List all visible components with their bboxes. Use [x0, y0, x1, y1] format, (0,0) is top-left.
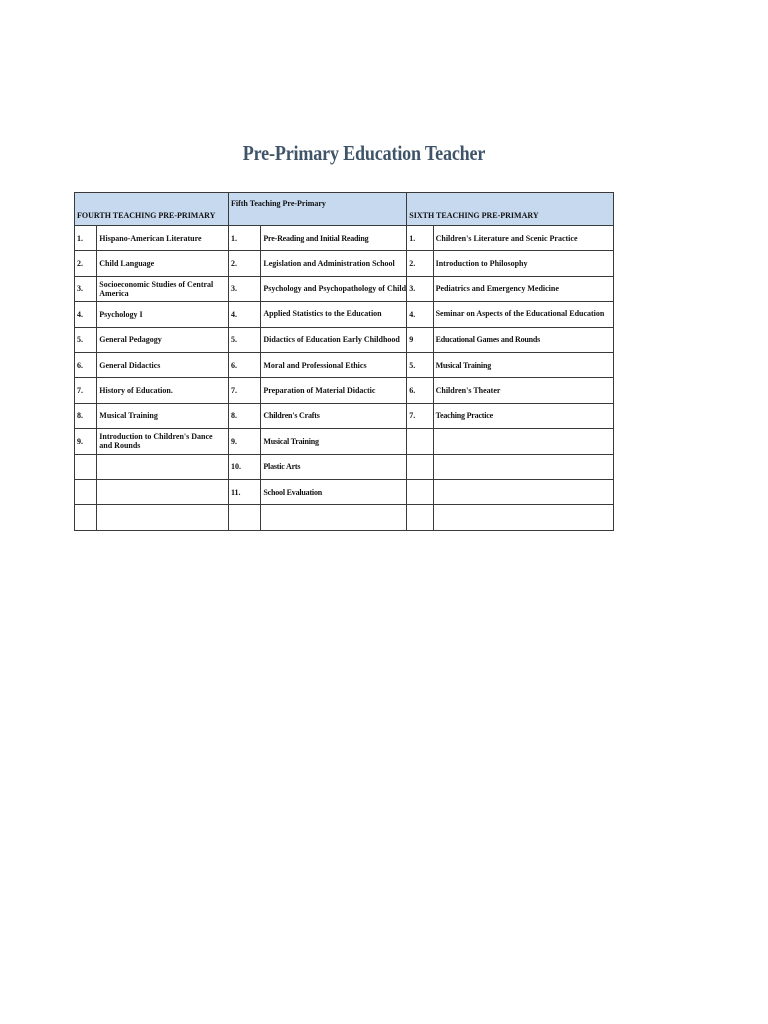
fourth-number	[75, 505, 97, 530]
table-row	[75, 429, 614, 454]
fifth-number: 5.	[228, 327, 260, 352]
table-row	[75, 479, 614, 504]
fifth-number: 10.	[228, 454, 260, 479]
sixth-subject	[433, 479, 613, 504]
fifth-number: 8.	[228, 403, 260, 428]
fifth-subject: Legislation and Administration School	[261, 251, 407, 276]
fifth-subject: Preparation of Material Didactic	[261, 378, 407, 403]
table-row	[75, 454, 614, 479]
fifth-number: 3.	[228, 276, 260, 301]
fourth-subject: Socioeconomic Studies of Central America	[97, 276, 229, 301]
sixth-subject: Educational Games and Rounds	[433, 327, 613, 352]
fourth-number: 9.	[75, 429, 97, 454]
fifth-number	[228, 505, 260, 530]
fourth-subject: Child Language	[97, 251, 229, 276]
fourth-subject	[97, 454, 229, 479]
fourth-number: 4.	[75, 302, 97, 327]
page-title: Pre-Primary Education Teacher	[242, 141, 486, 165]
header-sixth-teaching: SIXTH TEACHING PRE-PRIMARY	[407, 193, 614, 226]
fourth-subject: Hispano-American Literature	[97, 226, 229, 251]
fourth-number: 8.	[75, 403, 97, 428]
table-row	[75, 302, 614, 327]
sixth-subject: Musical Training	[433, 352, 613, 377]
sixth-number: 1.	[407, 226, 433, 251]
fifth-subject: Pre-Reading and Initial Reading	[261, 226, 407, 251]
fourth-subject: Introduction to Children's Dance and Rounds	[97, 429, 229, 454]
table-row	[75, 226, 614, 251]
fourth-subject: General Didactics	[97, 352, 229, 377]
fifth-number: 7.	[228, 378, 260, 403]
sixth-subject	[433, 429, 613, 454]
fifth-subject: School Evaluation	[261, 479, 407, 504]
sixth-number: 4.	[407, 302, 433, 327]
fourth-number: 1.	[75, 226, 97, 251]
header-fifth-teaching: Fifth Teaching Pre-Primary	[228, 193, 406, 226]
sixth-number	[407, 479, 433, 504]
table-header-row	[75, 193, 614, 226]
sixth-subject	[433, 454, 613, 479]
fourth-subject: Musical Training	[97, 403, 229, 428]
fifth-number: 11.	[228, 479, 260, 504]
table-body	[75, 226, 614, 531]
fifth-subject: Plastic Arts	[261, 454, 407, 479]
fourth-subject: History of Education.	[97, 378, 229, 403]
table-row	[75, 505, 614, 530]
table-row	[75, 251, 614, 276]
fourth-number: 7.	[75, 378, 97, 403]
fourth-number	[75, 454, 97, 479]
fifth-subject	[261, 505, 407, 530]
fifth-subject: Children's Crafts	[261, 403, 407, 428]
header-fourth-teaching: FOURTH TEACHING PRE-PRIMARY	[75, 193, 229, 226]
fourth-subject: General Pedagogy	[97, 327, 229, 352]
fourth-number	[75, 479, 97, 504]
sixth-number: 5.	[407, 352, 433, 377]
sixth-subject: Teaching Practice	[433, 403, 613, 428]
table-row	[75, 403, 614, 428]
table-row	[75, 352, 614, 377]
fifth-subject: Psychology and Psychopathology of Child	[261, 276, 407, 301]
sixth-subject: Children's Literature and Scenic Practice	[433, 226, 613, 251]
table-row	[75, 378, 614, 403]
fourth-number: 3.	[75, 276, 97, 301]
sixth-number: 7.	[407, 403, 433, 428]
sixth-number: 3.	[407, 276, 433, 301]
fourth-subject	[97, 479, 229, 504]
sixth-subject: Seminar on Aspects of the Educational Education	[433, 302, 613, 327]
fourth-subject: Psychology I	[97, 302, 229, 327]
table-row	[75, 276, 614, 301]
fourth-subject	[97, 505, 229, 530]
fifth-number: 4.	[228, 302, 260, 327]
fifth-subject: Musical Training	[261, 429, 407, 454]
sixth-subject: Pediatrics and Emergency Medicine	[433, 276, 613, 301]
table-row	[75, 327, 614, 352]
fifth-number: 9.	[228, 429, 260, 454]
sixth-subject: Introduction to Philosophy	[433, 251, 613, 276]
curriculum-table	[74, 192, 614, 531]
fifth-subject: Didactics of Education Early Childhood	[261, 327, 407, 352]
fifth-number: 6.	[228, 352, 260, 377]
fifth-subject: Moral and Professional Ethics	[261, 352, 407, 377]
fourth-number: 5.	[75, 327, 97, 352]
sixth-number	[407, 429, 433, 454]
sixth-number: 2.	[407, 251, 433, 276]
fifth-number: 1.	[228, 226, 260, 251]
sixth-number: 6.	[407, 378, 433, 403]
sixth-subject	[433, 505, 613, 530]
fourth-number: 6.	[75, 352, 97, 377]
sixth-subject: Children's Theater	[433, 378, 613, 403]
fifth-number: 2.	[228, 251, 260, 276]
fifth-subject: Applied Statistics to the Education	[261, 302, 407, 327]
sixth-number: 9	[407, 327, 433, 352]
fourth-number: 2.	[75, 251, 97, 276]
sixth-number	[407, 454, 433, 479]
sixth-number	[407, 505, 433, 530]
